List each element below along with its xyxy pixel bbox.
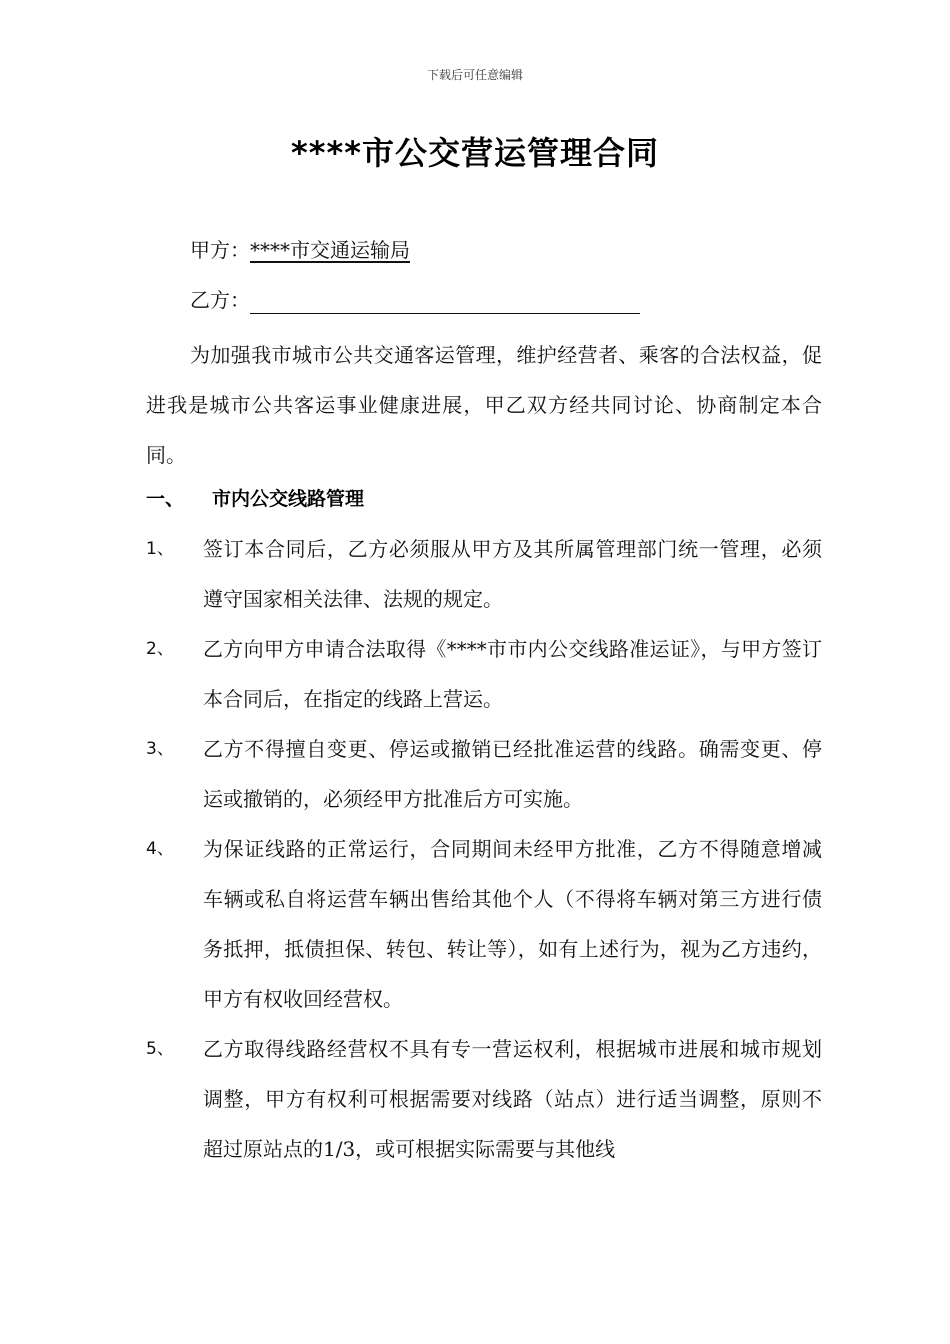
section-title: 市内公交线路管理 — [212, 488, 365, 510]
clause-text: 为保证线路的正常运行，合同期间未经甲方批准，乙方不得随意增减车辆或私自将运营车辆出售给其他个人（不得将车辆对第三方进行债务抵押，抵债担保、转包、转让等），如有上述行为，视为乙方违约，甲方有权收回经营权。 — [203, 837, 822, 1011]
clause-item — [146, 824, 822, 1024]
clause-number: 3、 — [146, 739, 174, 759]
clause-text: 乙方取得线路经营权不具有专一营运权利，根据城市进展和城市规划调整，甲方有权利可根据需要对线路（站点）进行适当调整，原则不超过原站点的1/3，或可根据实际需要与其他线 — [203, 1037, 822, 1161]
party-b-blank-field — [250, 291, 640, 314]
party-a-line — [190, 236, 410, 264]
header-note: 下载后可任意编辑 — [426, 68, 523, 82]
clause-item — [146, 624, 822, 724]
clause-number: 4、 — [146, 839, 174, 859]
clause-text: 乙方不得擅自变更、停运或撤销已经批准运营的线路。确需变更、停运或撤销的，必须经甲方批准后方可实施。 — [203, 737, 822, 811]
clause-number: 5、 — [146, 1039, 174, 1059]
party-b-label: 乙方： — [190, 288, 250, 312]
clause-number: 2、 — [146, 639, 174, 659]
party-b-line — [190, 286, 640, 314]
clause-item — [146, 724, 822, 824]
intro-paragraph: 为加强我市城市公共交通客运管理，维护经营者、乘客的合法权益，促进我是城市公共客运事业健康进展，甲乙双方经共同讨论、协商制定本合同。 — [146, 343, 822, 467]
party-a-value: ****市交通运输局 — [250, 238, 410, 262]
clause-text: 签订本合同后，乙方必须服从甲方及其所属管理部门统一管理，必须遵守国家相关法律、法规的规定。 — [203, 537, 822, 611]
section-heading — [146, 484, 364, 514]
clause-item — [146, 524, 822, 624]
clause-item — [146, 1024, 822, 1174]
clause-list — [146, 524, 822, 1174]
clause-text: 乙方向甲方申请合法取得《****市市内公交线路准运证》，与甲方签订本合同后，在指定的线路上营运。 — [203, 637, 822, 711]
section-number: 一、 — [146, 488, 185, 510]
document-title: ****市公交营运管理合同 — [291, 134, 659, 172]
clause-number: 1、 — [146, 539, 174, 559]
party-a-label: 甲方： — [190, 238, 250, 262]
